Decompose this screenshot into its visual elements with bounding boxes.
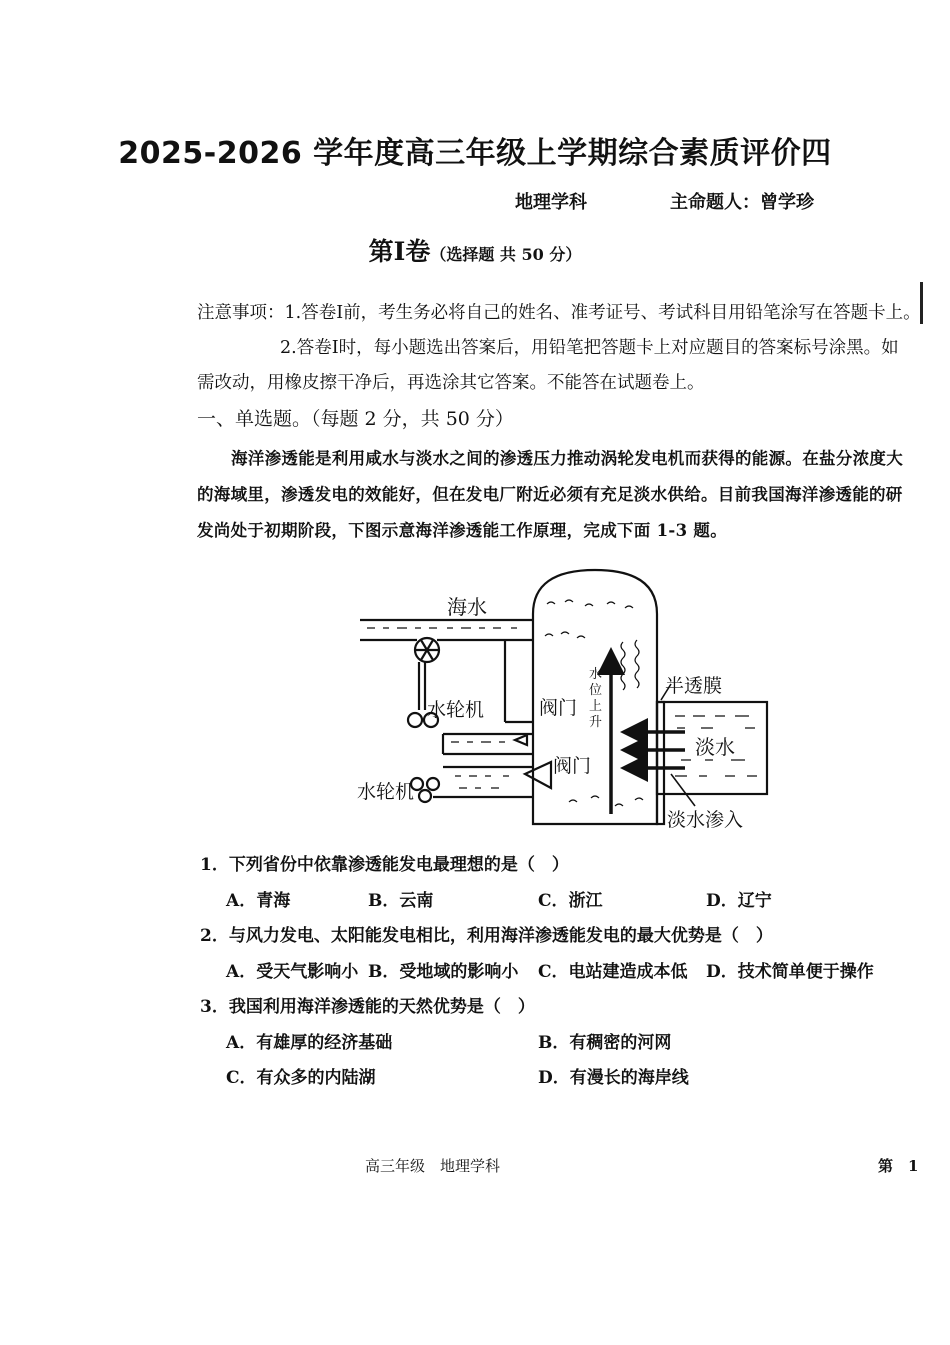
question-2-stem: 2．与风力发电、太阳能发电相比，利用海洋渗透能发电的最大优势是（ ） — [200, 926, 773, 946]
footer-page: 第 1 — [878, 1157, 919, 1175]
valve-top-icon — [515, 735, 527, 745]
label-membrane: 半透膜 — [665, 675, 723, 697]
question-3-option-b: B．有稠密的河网 — [538, 1033, 672, 1053]
notes-line-1: 注意事项：1.答卷Ⅰ前，考生务必将自己的姓名、准考证号、考试科目用铅笔涂写在答题卡上。 — [197, 303, 921, 323]
question-3-option-c: C．有众多的内陆湖 — [226, 1068, 376, 1088]
notes-line-2: 2.答卷Ⅰ时，每小题选出答案后，用铅笔把答题卡上对应题目的答案标号涂黑。如 — [280, 338, 899, 358]
label-rise-1: 水 — [589, 667, 603, 682]
osmotic-power-diagram — [355, 562, 775, 834]
notes-line-3: 需改动，用橡皮擦干净后，再选涂其它答案。不能答在试题卷上。 — [197, 373, 705, 393]
label-rise-2: 位 — [589, 683, 603, 698]
label-seawater: 海水 — [447, 595, 487, 619]
label-turbine-bottom: 水轮机 — [357, 781, 415, 803]
section-heading: 一、单选题。（每题 2 分，共 50 分） — [197, 408, 514, 430]
question-3-stem: 3．我国利用海洋渗透能的天然优势是（ ） — [200, 997, 535, 1017]
question-3-option-d: D．有漫长的海岸线 — [538, 1068, 689, 1088]
question-1-option-c: C．浙江 — [538, 891, 603, 911]
question-1-option-a: A．青海 — [226, 891, 291, 911]
question-2-option-b: B．受地域的影响小 — [368, 962, 519, 982]
intro-paragraph: 海洋渗透能是利用咸水与淡水之间的渗透压力推动涡轮发电机而获得的能源。在盐分浓度大的海域里，渗透发电的效能好，但在发电厂附近必须有充足淡水供给。目前我国海洋渗透能的研发尚处于初期阶段，下图示意海洋渗透能工作原理，完成下面 1-3 题。 — [197, 449, 903, 540]
volume-note: （选择题 共 50 分） — [430, 245, 582, 264]
footer-left: 高三年级 地理学科 — [365, 1157, 501, 1175]
page-title: 2025-2026 学年度高三年级上学期综合素质评价四 — [118, 136, 832, 171]
question-1-option-b: B．云南 — [368, 891, 434, 911]
question-1-stem: 1．下列省份中依靠渗透能发电最理想的是（ ） — [200, 855, 569, 875]
question-3-option-a: A．有雄厚的经济基础 — [226, 1033, 393, 1053]
label-turbine-top: 水轮机 — [427, 699, 485, 721]
label-valve-top: 阀门 — [539, 697, 578, 719]
question-2-option-c: C．电站建造成本低 — [538, 962, 688, 982]
question-2-option-d: D．技术简单便于操作 — [706, 962, 874, 982]
volume-heading — [0, 232, 950, 268]
question-1-option-d: D．辽宁 — [706, 891, 772, 911]
subject-label: 地理学科 — [515, 192, 587, 213]
label-seep: 淡水渗入 — [667, 809, 744, 831]
setter-label: 主命题人：曾学珍 — [670, 192, 814, 213]
volume-title: 第Ⅰ卷 — [368, 237, 431, 266]
label-freshwater: 淡水 — [695, 735, 735, 759]
label-valve-bottom: 阀门 — [553, 755, 592, 777]
label-rise-4: 升 — [589, 715, 603, 730]
label-rise-3: 上 — [589, 699, 603, 714]
question-2-option-a: A．受天气影响小 — [226, 962, 359, 982]
